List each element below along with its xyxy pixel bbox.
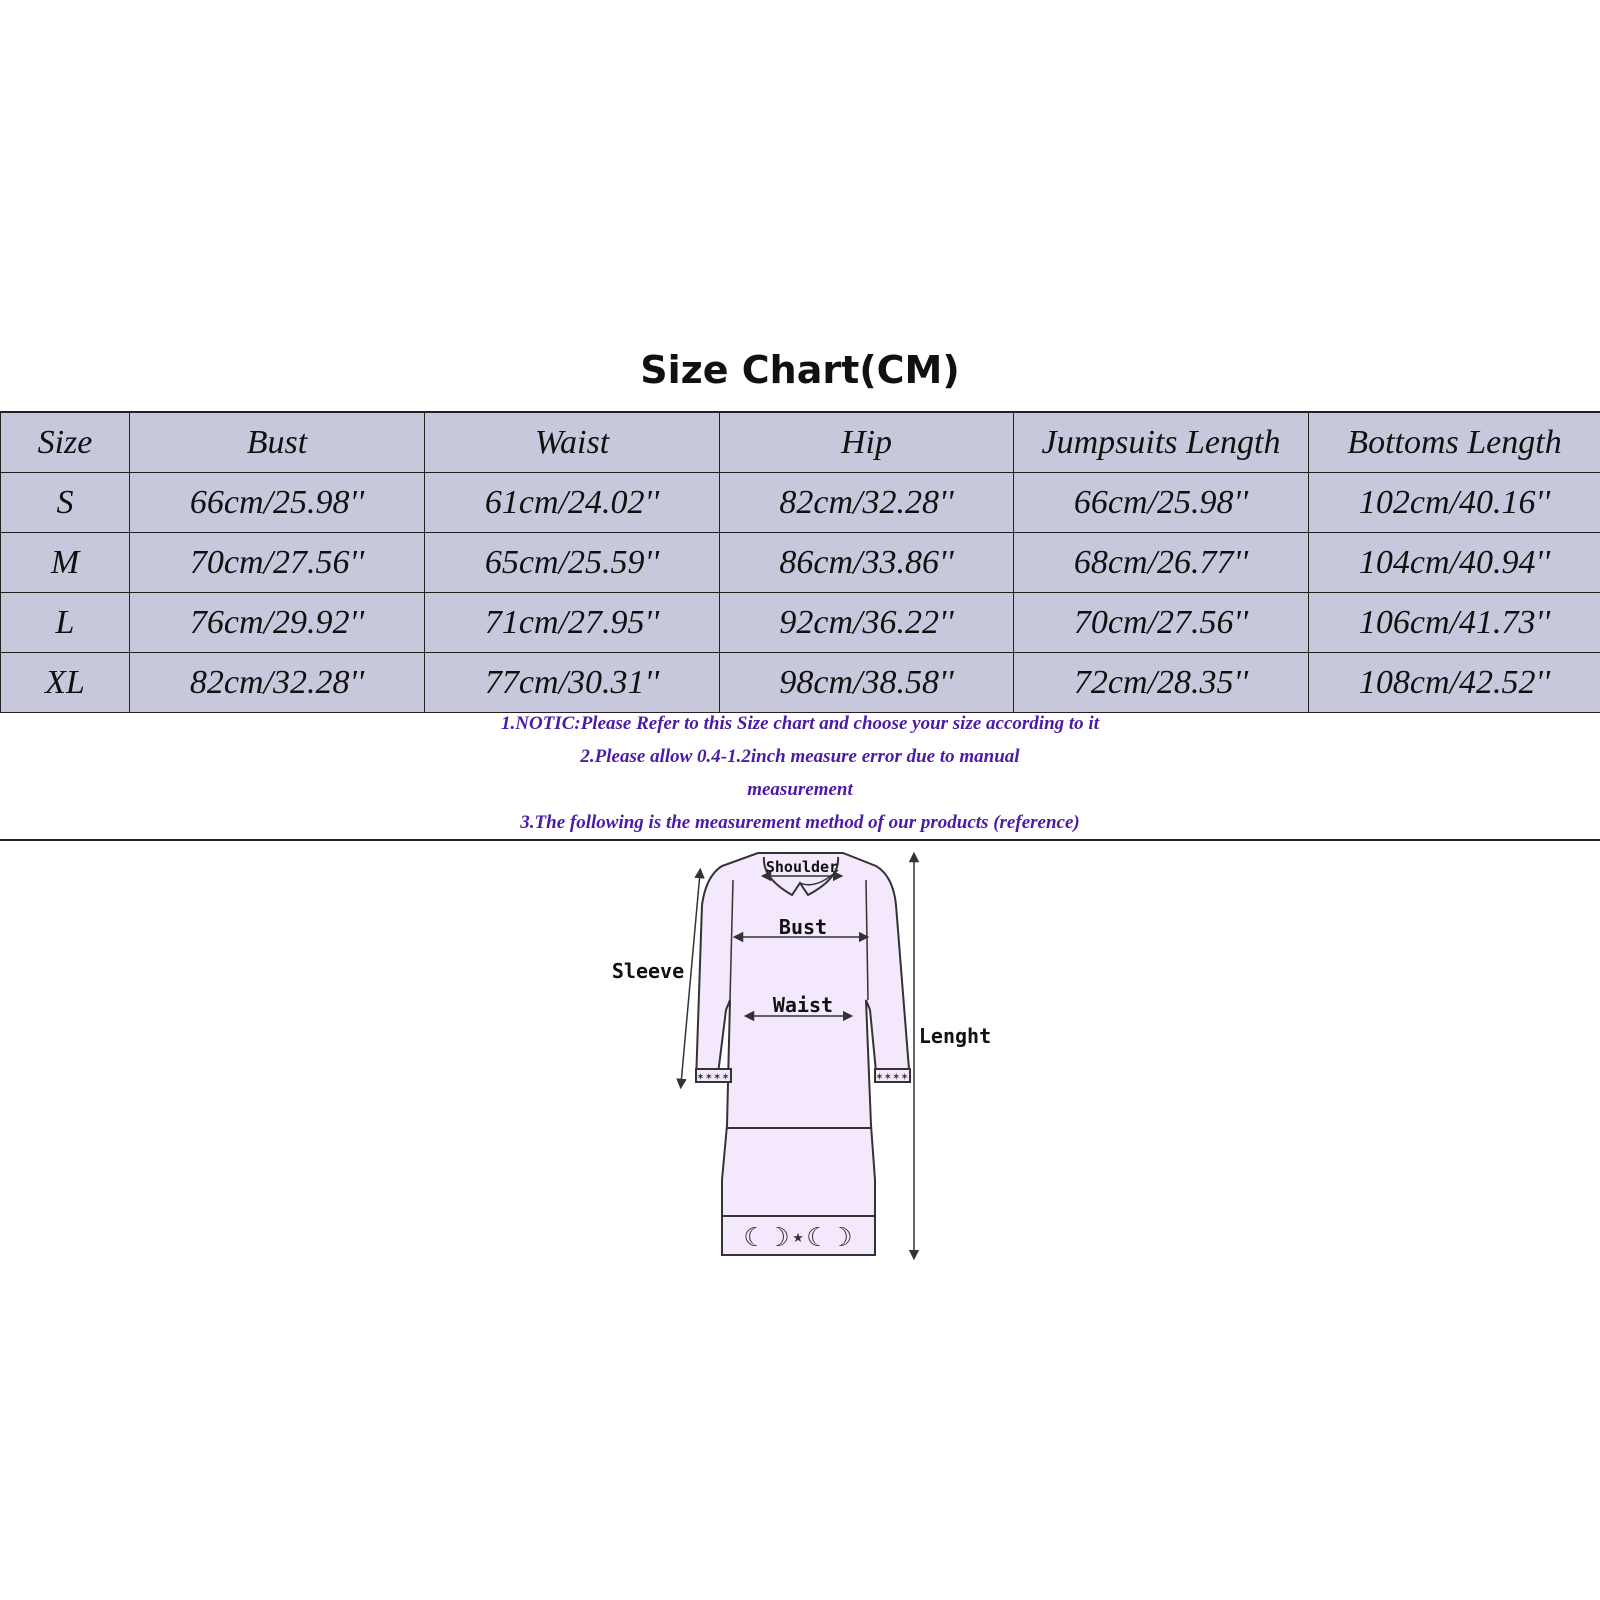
hip-cell: 86cm/33.86'' xyxy=(720,533,1014,593)
note-line-4: 3.The following is the measurement method of our products (reference) xyxy=(520,812,1080,833)
bust-cell: 82cm/32.28'' xyxy=(130,653,425,713)
size-cell: XL xyxy=(1,653,130,713)
hip-cell: 82cm/32.28'' xyxy=(720,473,1014,533)
dress-outline xyxy=(696,853,910,1255)
size-cell: S xyxy=(1,473,130,533)
bust-label: Bust xyxy=(778,915,828,939)
bottoms-length-cell: 104cm/40.94'' xyxy=(1309,533,1600,593)
star-icon: ✶✶✶✶ xyxy=(875,1072,909,1083)
jumpsuits-length-cell: 72cm/28.35'' xyxy=(1014,653,1309,713)
jumpsuits-length-cell: 68cm/26.77'' xyxy=(1014,533,1309,593)
dress-illustration xyxy=(696,853,910,1255)
size-cell: M xyxy=(1,533,130,593)
sleeve-label: Sleeve xyxy=(611,959,685,983)
waist-cell: 65cm/25.59'' xyxy=(425,533,720,593)
header-bottoms-length: Bottoms Length xyxy=(1309,412,1600,473)
note-line-2: 2.Please allow 0.4-1.2inch measure error due to manual xyxy=(580,746,1020,767)
waist-cell: 71cm/27.95'' xyxy=(425,593,720,653)
bust-cell: 76cm/29.92'' xyxy=(130,593,425,653)
waist-label: Waist xyxy=(772,993,834,1017)
jumpsuits-length-cell: 70cm/27.56'' xyxy=(1014,593,1309,653)
header-jumpsuits-length: Jumpsuits Length xyxy=(1014,412,1309,473)
bust-cell: 66cm/25.98'' xyxy=(130,473,425,533)
header-hip: Hip xyxy=(720,412,1014,473)
hip-cell: 92cm/36.22'' xyxy=(720,593,1014,653)
header-size: Size xyxy=(1,412,130,473)
length-label: Lenght xyxy=(918,1024,992,1048)
waist-cell: 61cm/24.02'' xyxy=(425,473,720,533)
star-icon: ✶✶✶✶ xyxy=(696,1072,730,1083)
waist-cell: 77cm/30.31'' xyxy=(425,653,720,713)
bottoms-length-cell: 102cm/40.16'' xyxy=(1309,473,1600,533)
bottoms-length-cell: 106cm/41.73'' xyxy=(1309,593,1600,653)
bottoms-length-cell: 108cm/42.52'' xyxy=(1309,653,1600,713)
note-line-3: measurement xyxy=(747,779,853,800)
shoulder-label: Shoulder xyxy=(765,858,839,876)
note-line-1: 1.NOTIC:Please Refer to this Size chart and choose your size according to it xyxy=(501,713,1099,734)
header-bust: Bust xyxy=(130,412,425,473)
size-cell: L xyxy=(1,593,130,653)
bust-cell: 70cm/27.56'' xyxy=(130,533,425,593)
header-waist: Waist xyxy=(425,412,720,473)
jumpsuits-length-cell: 66cm/25.98'' xyxy=(1014,473,1309,533)
hip-cell: 98cm/38.58'' xyxy=(720,653,1014,713)
page-title: Size Chart(CM) xyxy=(640,348,960,392)
moon-icon: ☾☽⋆☾☽ xyxy=(743,1223,853,1253)
